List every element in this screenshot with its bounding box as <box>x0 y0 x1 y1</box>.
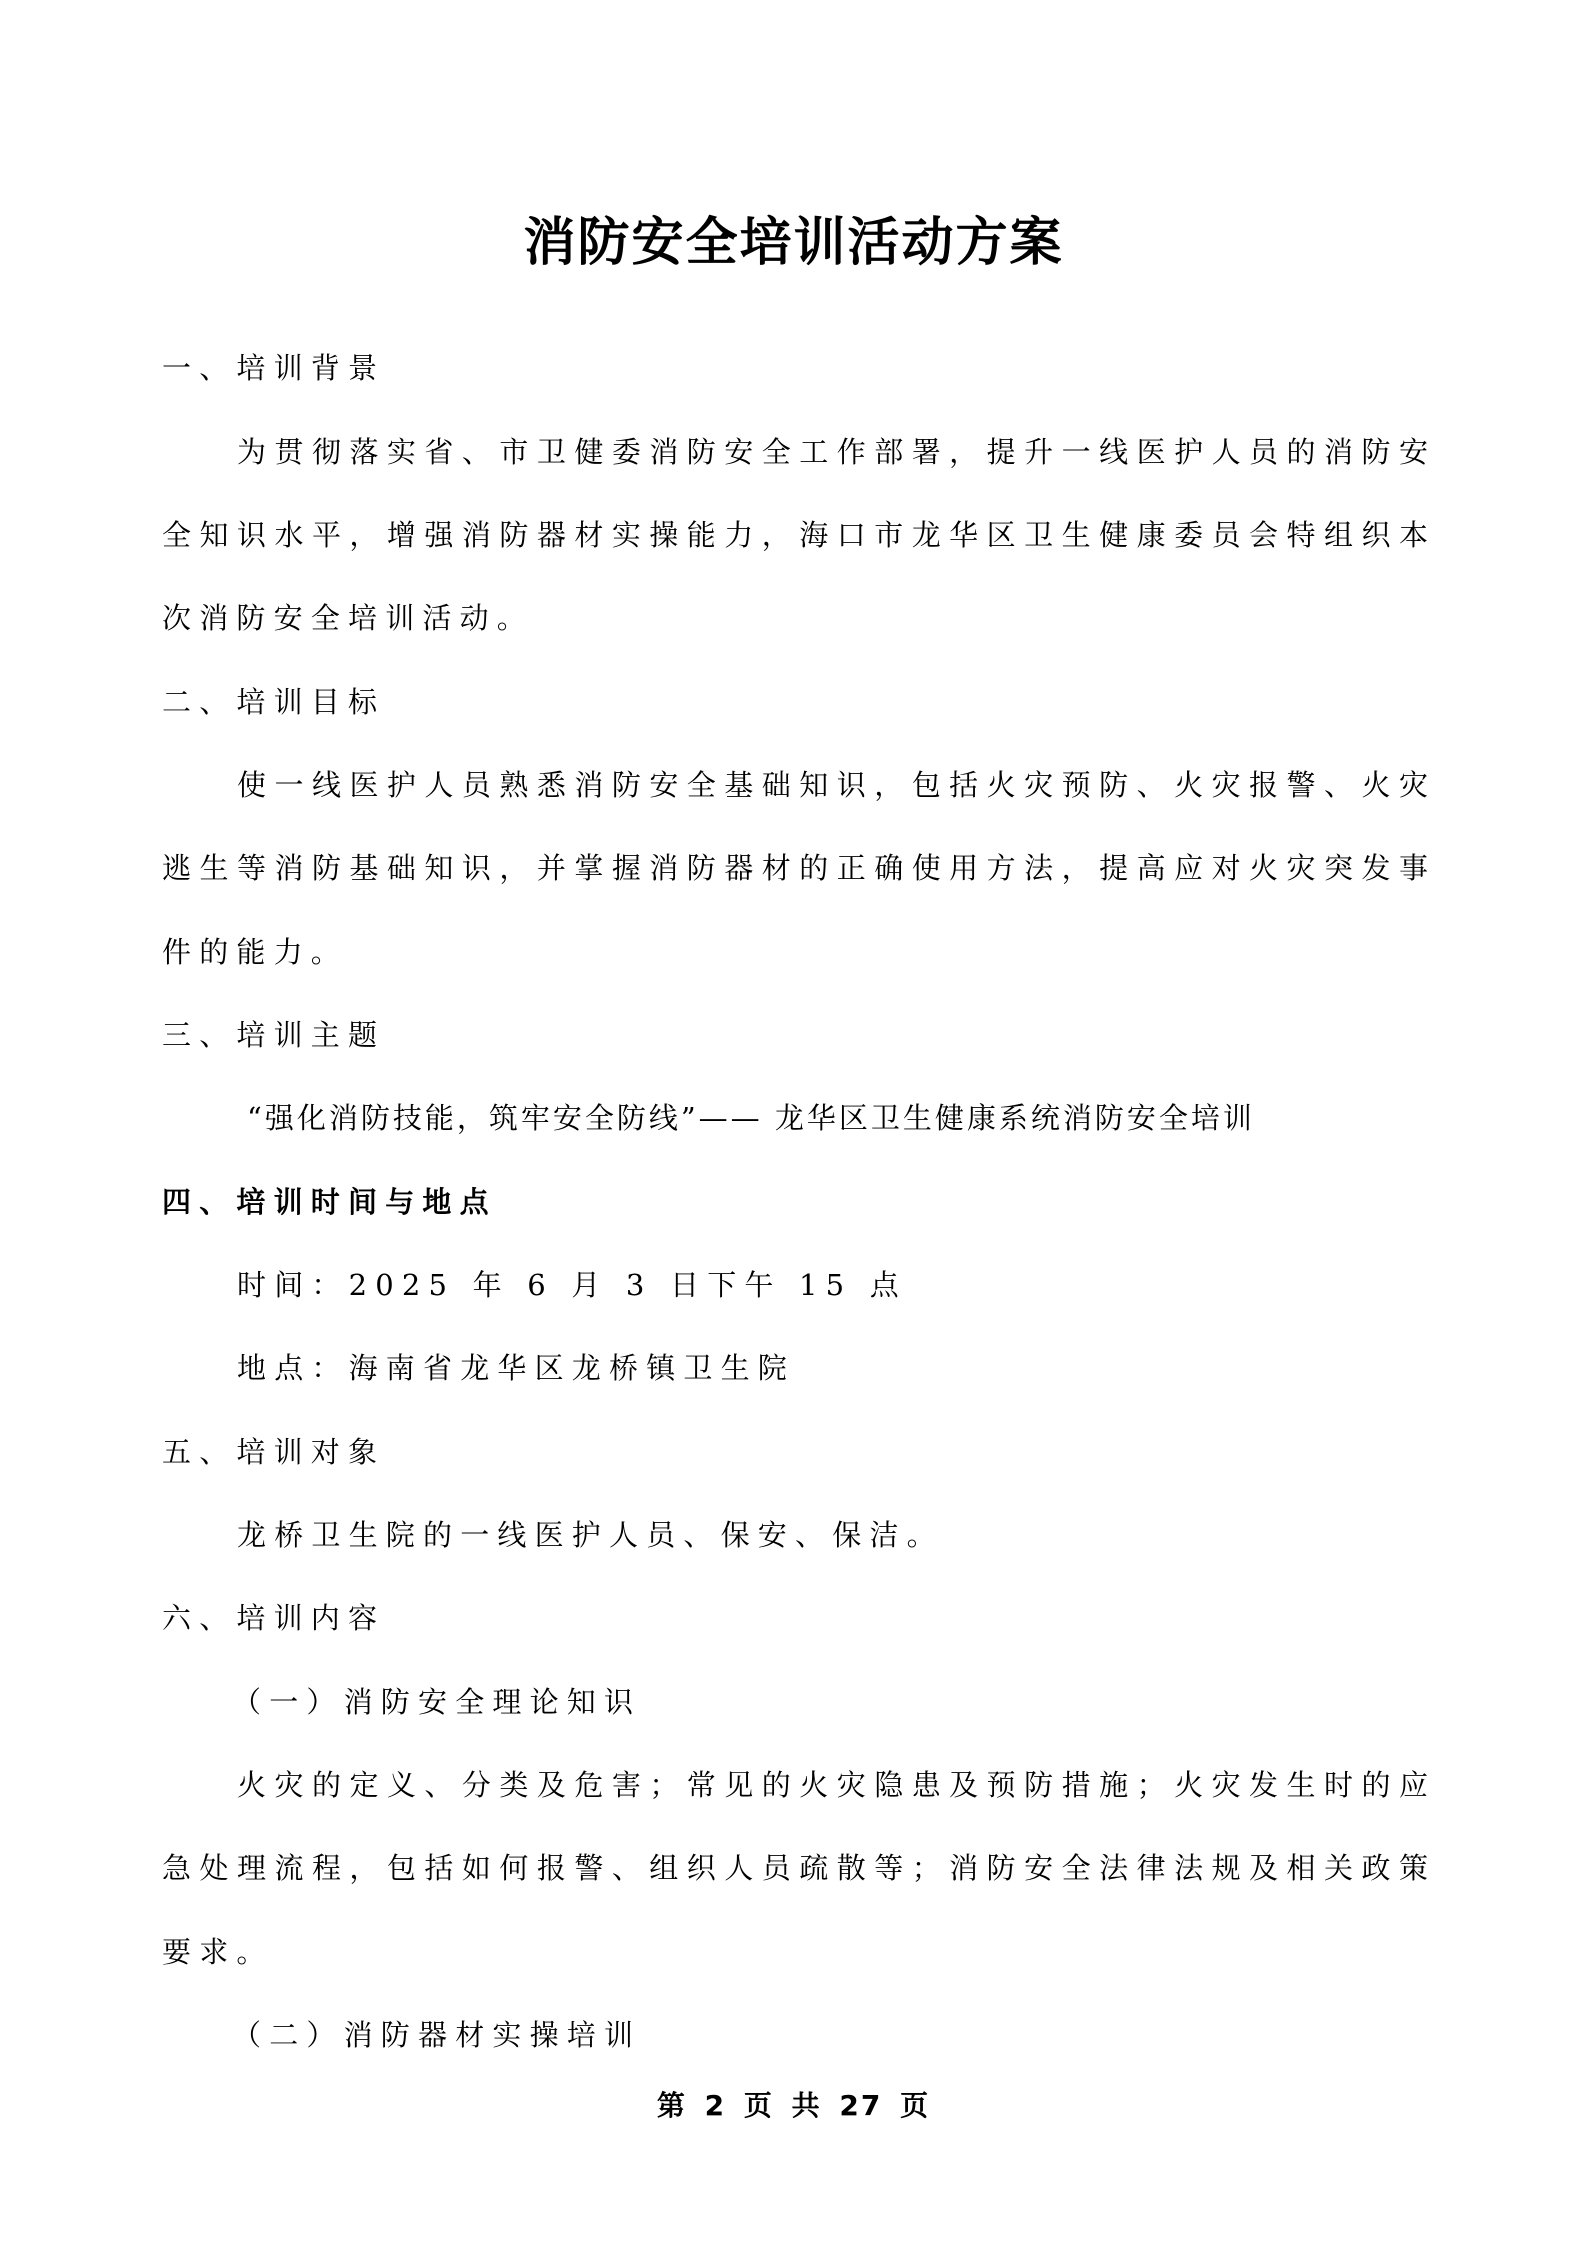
paragraph-line: 逃生等消防基础知识，并掌握消防器材的正确使用方法，提高应对火灾突发事 <box>162 851 1428 885</box>
paragraph-line: 火灾的定义、分类及危害；常见的火灾隐患及预防措施；火灾发生时的应 <box>237 1768 1428 1802</box>
paragraph-line: 全知识水平，增强消防器材实操能力，海口市龙华区卫生健康委员会特组织本 <box>162 518 1428 552</box>
section-heading-goals: 二、培训目标 <box>162 685 386 719</box>
section-heading-theme: 三、培训主题 <box>162 1018 386 1052</box>
paragraph-line: 件的能力。 <box>162 935 349 969</box>
paragraph-line: 为贯彻落实省、市卫健委消防安全工作部署，提升一线医护人员的消防安 <box>237 435 1428 469</box>
section-heading-time-place: 四、培训时间与地点 <box>162 1185 497 1219</box>
training-place: 地点：海南省龙华区龙桥镇卫生院 <box>237 1351 796 1385</box>
page-number-footer: 第 2 页 共 27 页 <box>656 2089 931 2122</box>
subsection-heading: （一）消防安全理论知识 <box>232 1685 642 1719</box>
section-heading-background: 一、培训背景 <box>162 351 386 385</box>
subsection-heading: （二）消防器材实操培训 <box>232 2018 642 2052</box>
section-heading-content: 六、培训内容 <box>162 1601 386 1635</box>
paragraph-line: 次消防安全培训活动。 <box>162 601 535 635</box>
paragraph-line: 要求。 <box>162 1935 274 1969</box>
training-time: 时间：2025 年 6 月 3 日下午 15 点 <box>237 1268 907 1302</box>
document-title: 消防安全培训活动方案 <box>523 213 1064 273</box>
training-audience: 龙桥卫生院的一线医护人员、保安、保洁。 <box>237 1518 944 1552</box>
training-theme: “强化消防技能，筑牢安全防线”—— 龙华区卫生健康系统消防安全培训 <box>247 1101 1255 1135</box>
section-heading-audience: 五、培训对象 <box>162 1435 386 1469</box>
paragraph-line: 使一线医护人员熟悉消防安全基础知识，包括火灾预防、火灾报警、火灾 <box>237 768 1428 802</box>
paragraph-line: 急处理流程，包括如何报警、组织人员疏散等；消防安全法律法规及相关政策 <box>162 1851 1428 1885</box>
